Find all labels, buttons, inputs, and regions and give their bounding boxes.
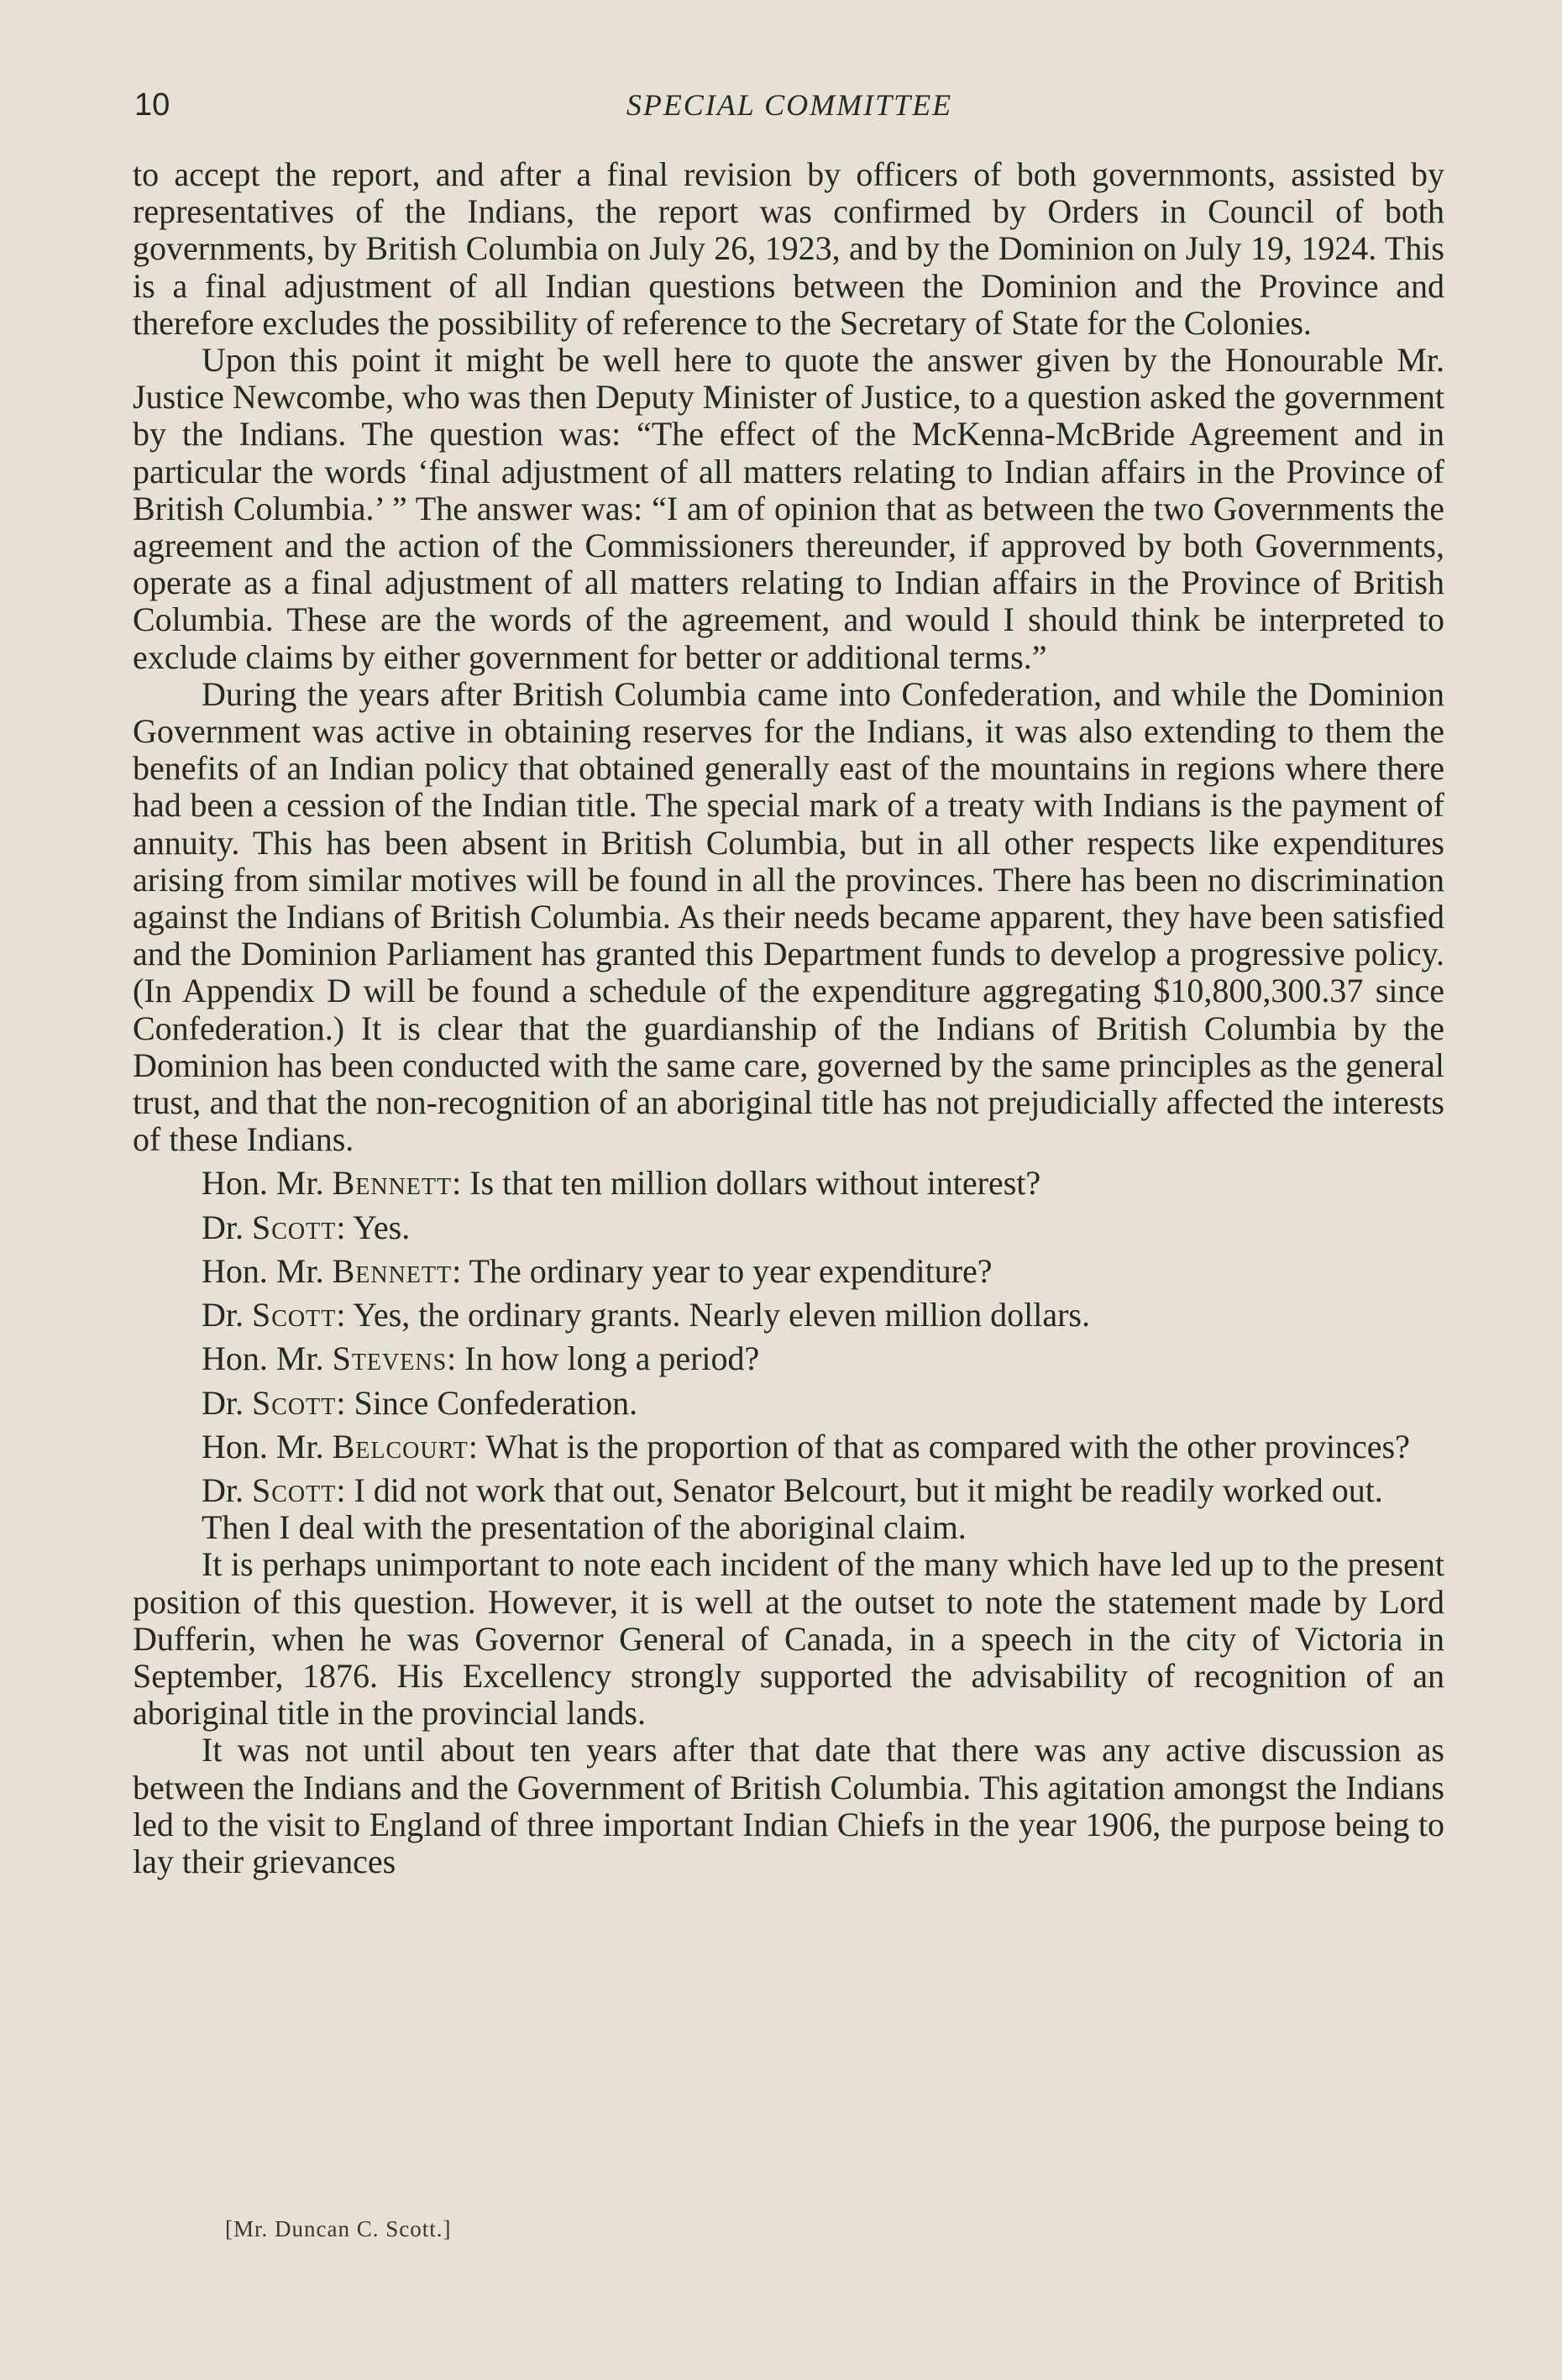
dialogue-line: Hon. Mr. Bennett: The ordinary year to year expenditure? [202,1251,993,1290]
speaker-name: Scott [252,1208,337,1246]
dialogue-line: Dr. Scott: Yes. [202,1208,411,1246]
paragraph-confederation: During the years after British Columbia came into Confederation, and while the Dominion Government was active in obtaining reserves for the Indians, it was also extending to them the benefits of an Indian policy that obtained generally east of the mountains in regions where there had been a cession of the Indian title. The special mark of a treaty with Indians is the payment of annuity. This has been absent in British Columbia, but in all other respects like expenditures arising from similar motives will be found in all the provinces. There has been no discrimination against the Indians of British Columbia. As their needs became apparent, they have been satisfied and the Dominion Parliament has granted this Department funds to develop a progressive policy. (In Appendix D will be found a schedule of the expenditure aggregating $10,800,300.37 since Confederation.) It is clear that the guardianship of the Indians of British Columbia by the Dominion has been conducted with the same care, governed by the same principles as the general trust, and that the non-recognition of an aboriginal title has not prejudicially affected the interests of these Indians. [133,674,1444,1159]
speaker-name: Bennett [332,1164,453,1203]
paragraph-chiefs-visit: It was not until about ten years after that date that there was any active discussion as between the Indians and the Government of British Columbia. This agitation amongst the Indians led to the visit to England of three important Indian Chiefs in the year 1906, the purpose being to lay their grievances [133,1731,1444,1880]
dialogue-line: Dr. Scott: Since Confederation. [202,1383,638,1422]
speaker-footnote: [Mr. Duncan C. Scott.] [225,2216,452,2241]
body-text [133,156,1444,1880]
speaker-name: Stevens [332,1339,448,1378]
running-head: SPECIAL COMMITTEE [626,88,953,122]
speaker-name: Scott [252,1296,337,1334]
speaker-name: Scott [252,1470,337,1509]
dialogue-line: Hon. Mr. Bennett: Is that ten million dollars without interest? [202,1164,1041,1203]
dialogue-line: Hon. Mr. Belcourt: What is the proportion of that as compared with the other provinces? [202,1427,1410,1465]
speaker-name: Bennett [332,1251,453,1290]
speaker-name: Scott [252,1383,337,1422]
paragraph-newcombe-quote: Upon this point it might be well here to quote the answer given by the Honourable Mr. Justice Newcombe, who was then Deputy Minister of Justice, to a question asked the government by the Indians. The question was: “The effect of the McKenna-McBride Agreement and in particular the words ‘final adjustment of all matters relating to Indian affairs in the Province of British Columbia.’ ” The answer was: “I am of opinion that as between the two Governments the agreement and the action of the Commissioners thereunder, if approved by both Governments, operate as a final adjustment of all matters relating to Indian affairs in the Province of British Columbia. These are the words of the agreement, and would I should think be interpreted to exclude claims by either government for better or additional terms.” [133,341,1444,676]
dialogue-line: Dr. Scott: I did not work that out, Senator Belcourt, but it might be readily worked out. [202,1470,1383,1509]
dialogue-line: Dr. Scott: Yes, the ordinary grants. Nearly eleven million dollars. [202,1296,1090,1334]
page-header [134,87,1444,129]
paragraph-continuation: to accept the report, and after a final revision by officers of both governmonts, assisted by representatives of the Indians, the report was confirmed by Orders in Council of both governments, by British Columbia on July 26, 1923, and by the Dominion on July 19, 1924. This is a final adjustment of all Indian questions between the Dominion and the Province and therefore excludes the possibility of reference to the Secretary of State for the Colonies. [133,155,1444,342]
paragraph-aboriginal-claim: Then I deal with the presentation of the aboriginal claim. [202,1508,967,1547]
page-number: 10 [134,87,170,123]
dialogue-line: Hon. Mr. Stevens: In how long a period? [202,1339,760,1378]
paragraph-dufferin: It is perhaps unimportant to note each incident of the many which have led up to the present position of this question. However, it is well at the outset to note the statement made by Lord Dufferin, when he was Governor General of Canada, in a speech in the city of Victoria in September, 1876. His Excellency strongly supported the advisability of recognition of an aboriginal title in the provincial lands. [133,1545,1444,1733]
speaker-name: Belcourt [332,1427,469,1465]
